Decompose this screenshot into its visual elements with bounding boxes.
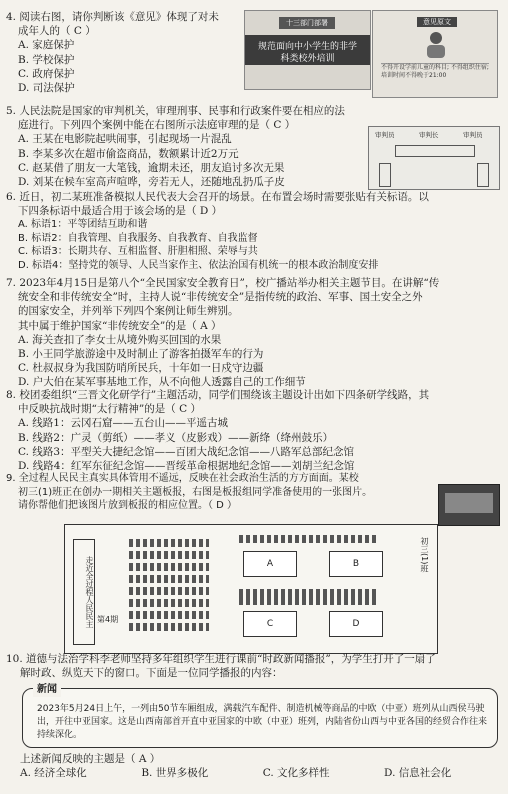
- q5-option-a: A. 王某在电影院起哄闹事，引起现场一片混乱: [18, 133, 232, 146]
- q7-line: 的国家安全，并列举下列四个案例让师生辨别。: [18, 305, 239, 318]
- policy-image: [372, 10, 498, 98]
- court-label: 审判员: [375, 131, 395, 139]
- blackboard-layout: [64, 524, 438, 654]
- image-badge: 十三部门部署: [279, 17, 335, 29]
- meeting-photo: [438, 484, 500, 526]
- news-tag: 新闻: [33, 683, 61, 697]
- q6-option-d: D. 标语4：坚持党的领导、人民当家作主、依法治国有机统一的根本政治制度安排: [18, 259, 379, 271]
- q8-option-a: A. 线路1：云冈石窟——五台山——平遥古城: [18, 417, 228, 430]
- q10-option-c: C. 文化多样性: [262, 767, 330, 780]
- q10-line: 10. 道德与法治学科李老师坚持多年组织学生进行课前“时政新闻播报”，为学生打开了一扇了: [6, 653, 436, 665]
- q6-line: 下四条标语中最适合用于该会场的是（ D ）: [18, 205, 223, 218]
- q8-line: 中反映抗战时期“太行精神”的是（ C ）: [18, 403, 201, 416]
- class-label: 初三(1)班: [420, 537, 429, 573]
- q7-line: 其中属于维护国家“非传统安全”的是（ A ）: [18, 319, 222, 332]
- q8-option-d: D. 线路4：红军东征纪念馆——晋绥革命根据地纪念馆——刘胡兰纪念馆: [18, 459, 355, 472]
- judge-bench: [395, 145, 475, 157]
- q4-option-b: B. 学校保护: [18, 53, 75, 66]
- q10-option-b: B. 世界多极化: [141, 767, 209, 780]
- q4-line: 4. 阅读右图，请你判断该《意见》体现了对未: [6, 11, 219, 23]
- q8-option-c: C. 线路3：平型关大捷纪念馆——百团大战纪念馆——八路军总部纪念馆: [18, 445, 355, 458]
- news-body: 2023年5月24日上午，一列由50节车厢组成，满载汽车配件、制造机械等商品的中欧（中亚）班列从山西侯马驶出，开往中亚国家。这是山西南部首开直中亚国家的中欧（中亚）班列，内陆省份山西与中亚各国的经贸合作往来持续深化。: [37, 704, 488, 741]
- q6-option-b: B. 标语2：自我管理、自我服务、自我教育、自我监督: [18, 232, 258, 244]
- q5-option-b: B. 李某多次在超市偷盗商品，数额累计近2万元: [18, 147, 239, 160]
- board-title: 走近全过程人民民主: [73, 539, 95, 645]
- q7-option-d: D. 户大伯在某军事基地工作，从不向他人透露自己的工作细节: [18, 376, 306, 389]
- question-10: [6, 652, 498, 680]
- question-7: [6, 276, 498, 389]
- court-label: 审判长: [419, 131, 439, 139]
- q9-line: 请你帮他们把该图片放到板报的相应位置。（ D ）: [18, 500, 238, 511]
- question-8: [6, 388, 498, 473]
- q4-option-a: A. 家庭保护: [18, 39, 75, 52]
- issue-number: 第4期: [97, 615, 119, 624]
- q9-line: 9. 全过程人民民主真实具体管用不遥远，反映在社会政治生活的方方面面。某校: [6, 473, 359, 484]
- q5-line: 庭进行。下列四个案例中能在右图所示法庭审理的是（ C ）: [18, 119, 296, 132]
- q6-line: 6. 近日，初二某班准备模拟人民代表大会召开的场景。在布置会场时需要张贴有关标语。以: [6, 191, 429, 203]
- q5-line: 5. 人民法院是国家的审判机关，审理刑事、民事和行政案件要在相应的法: [6, 105, 345, 117]
- courtroom-diagram: [368, 126, 500, 190]
- q10-line: 解时政、纵览天下的窗口。下面是一位同学播报的内容：: [20, 667, 283, 680]
- policy-header: 意见原文: [417, 17, 457, 27]
- q5-option-d: D. 刘某在候车室高声喧哗，旁若无人，还随地乱扔瓜子皮: [18, 175, 285, 188]
- q4-line: 成年人的（ C ）: [18, 25, 96, 38]
- board-slot-b[interactable]: B: [329, 551, 383, 577]
- news-image-training: [244, 10, 371, 90]
- board-slot-d[interactable]: D: [329, 611, 383, 637]
- policy-body: 不得开设学前儿童的科目; 不得组织住宿; 培训时间不得晚于21:00: [381, 63, 489, 94]
- board-slot-c[interactable]: C: [243, 611, 297, 637]
- q6-option-c: C. 标语3：长期共存、互相监督、肝胆相照、荣辱与共: [18, 246, 258, 258]
- person-icon: [421, 29, 451, 59]
- news-box: [22, 684, 498, 748]
- q10-question: 上述新闻反映的主题是（ A ）: [20, 753, 161, 765]
- party-desk-left: [379, 163, 391, 187]
- q4-option-c: C. 政府保护: [18, 67, 75, 80]
- q7-option-a: A. 海关查扣了李女士从境外购买回国的水果: [18, 333, 222, 346]
- question-10-prompt: [6, 752, 498, 780]
- court-label: 审判员: [463, 131, 483, 139]
- q9-line: 初三(1)班正在创办一期相关主题板报，右图是板报组同学准备使用的一张图片。: [18, 486, 373, 498]
- q7-option-c: C. 杜叔叔身为我国防哨所民兵，十年如一日戍守边疆: [18, 362, 264, 375]
- q5-option-c: C. 赵某借了朋友一大笔钱，逾期未还，朋友追讨多次无果: [18, 161, 285, 174]
- q7-line: 统安全和非传统安全”时，主持人说“非传统安全”是指传统的政治、军事、国土安全之外: [18, 291, 423, 304]
- q10-option-d: D. 信息社会化: [384, 767, 452, 780]
- party-desk-right: [477, 163, 489, 187]
- q8-line: 8. 校团委组织“三晋文化研学行”主题活动，同学们围绕该主题设计出如下四条研学线路，其: [6, 389, 430, 401]
- image-headline: 规范面向中小学生的非学科类校外培训: [257, 42, 357, 65]
- q7-line: 7. 2023年4月15日是第八个“全民国家安全教育日”，校广播站举办相关主题节目。在讲解“传: [6, 277, 440, 289]
- q10-option-a: A. 经济全球化: [20, 767, 87, 780]
- q6-option-a: A. 标语1：平等团结互助和谐: [18, 219, 148, 231]
- q8-option-b: B. 线路2：广灵（剪纸）——孝义（皮影戏）——新绛（绛州鼓乐）: [18, 431, 334, 444]
- board-slot-a[interactable]: A: [243, 551, 297, 577]
- q7-option-b: B. 小王同学旅游途中及时制止了游客拍摄军车的行为: [18, 347, 264, 360]
- q4-option-d: D. 司法保护: [18, 81, 75, 94]
- question-9: [6, 472, 436, 513]
- question-6: [6, 190, 498, 272]
